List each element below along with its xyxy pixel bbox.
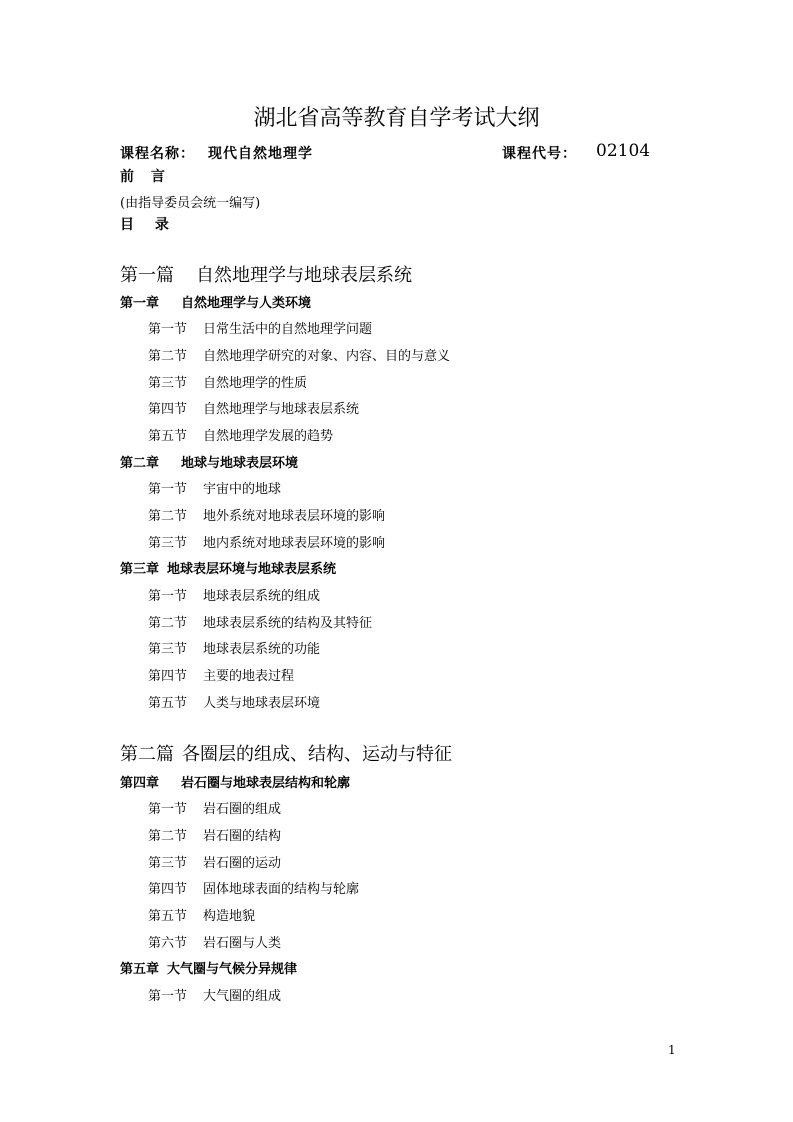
chapter-number: 第四章	[120, 776, 160, 791]
course-code-label: 课程代号：	[502, 146, 577, 162]
section-number: 第二节	[148, 616, 188, 631]
section-title: 构造地貌	[203, 909, 256, 924]
section-title: 岩石圈的运动	[203, 856, 282, 871]
section-title: 固体地球表面的结构与轮廓	[203, 882, 360, 897]
section-number: 第三节	[148, 376, 188, 391]
toc-section	[148, 612, 372, 631]
toc-section	[148, 372, 307, 391]
toc-section	[148, 318, 372, 337]
section-title: 日常生活中的自然地理学问题	[203, 322, 373, 337]
toc-chapter	[120, 558, 336, 577]
toc-section	[148, 425, 333, 444]
chapter-number: 第五章	[120, 962, 160, 977]
course-name-label: 课程名称：	[120, 146, 195, 162]
section-title: 岩石圈与人类	[203, 936, 282, 951]
section-title: 宇宙中的地球	[203, 482, 282, 497]
toc-section	[148, 852, 281, 871]
section-title: 地球表层系统的结构及其特征	[203, 616, 373, 631]
section-number: 第一节	[148, 482, 188, 497]
section-title: 地外系统对地球表层环境的影响	[203, 509, 386, 524]
section-title: 岩石圈的组成	[203, 802, 282, 817]
section-number: 第四节	[148, 669, 188, 684]
part-number: 第一篇	[120, 265, 174, 286]
toc-chapter	[120, 452, 298, 471]
section-number: 第五节	[148, 909, 188, 924]
section-title: 地内系统对地球表层环境的影响	[203, 536, 386, 551]
part-number: 第二篇	[120, 744, 174, 765]
preface-heading: 前 言	[120, 169, 171, 185]
chapter-title: 地球与地球表层环境	[181, 456, 299, 471]
toc-section	[148, 665, 294, 684]
toc-section	[148, 878, 359, 897]
toc-part-heading	[120, 261, 412, 287]
chapter-number: 第三章	[120, 562, 160, 577]
section-number: 第一节	[148, 802, 188, 817]
chapter-number: 第二章	[120, 456, 160, 471]
section-number: 第二节	[148, 509, 188, 524]
section-number: 第四节	[148, 402, 188, 417]
toc-section	[148, 932, 281, 951]
toc-chapter	[120, 958, 297, 977]
toc-section	[148, 638, 320, 657]
toc-section	[148, 345, 450, 364]
page-number: 1	[668, 1043, 676, 1057]
section-number: 第一节	[148, 589, 188, 604]
section-title: 人类与地球表层环境	[203, 696, 321, 711]
section-number: 第三节	[148, 856, 188, 871]
toc-section	[148, 585, 320, 604]
toc-part-heading	[120, 740, 452, 766]
toc-section	[148, 905, 255, 924]
section-title: 地球表层系统的组成	[203, 589, 321, 604]
toc-section	[148, 478, 281, 497]
toc-section	[148, 532, 385, 551]
section-number: 第三节	[148, 642, 188, 657]
document-title: 湖北省高等教育自学考试大纲	[253, 106, 540, 131]
chapter-title: 岩石圈与地球表层结构和轮廓	[181, 776, 351, 791]
section-title: 自然地理学发展的趋势	[203, 429, 334, 444]
section-title: 地球表层系统的功能	[203, 642, 321, 657]
section-number: 第二节	[148, 349, 188, 364]
section-number: 第三节	[148, 536, 188, 551]
toc-heading: 目 录	[120, 217, 177, 233]
chapter-title: 大气圈与气候分异规律	[167, 962, 298, 977]
chapter-title: 地球表层环境与地球表层系统	[167, 562, 337, 577]
chapter-number: 第一章	[120, 296, 160, 311]
section-number: 第五节	[148, 429, 188, 444]
toc-section	[148, 825, 281, 844]
section-number: 第五节	[148, 696, 188, 711]
section-number: 第二节	[148, 829, 188, 844]
course-name: 现代自然地理学	[208, 146, 313, 162]
section-number: 第一节	[148, 322, 188, 337]
section-title: 自然地理学的性质	[203, 376, 308, 391]
section-title: 自然地理学与地球表层系统	[203, 402, 360, 417]
section-title: 主要的地表过程	[203, 669, 295, 684]
toc-section	[148, 985, 281, 1004]
section-number: 第四节	[148, 882, 188, 897]
part-title: 自然地理学与地球表层系统	[196, 265, 412, 286]
course-code: 02104	[596, 141, 651, 161]
part-title: 各圈层的组成、结构、运动与特征	[182, 744, 452, 765]
toc-section	[148, 692, 320, 711]
section-number: 第一节	[148, 989, 188, 1004]
toc-section	[148, 798, 281, 817]
toc-chapter	[120, 292, 311, 311]
toc-section	[148, 505, 385, 524]
toc-section	[148, 398, 359, 417]
section-title: 岩石圈的结构	[203, 829, 282, 844]
preface-note: (由指导委员会统一编写)	[120, 196, 261, 211]
section-title: 自然地理学研究的对象、内容、目的与意义	[203, 349, 451, 364]
section-title: 大气圈的组成	[203, 989, 282, 1004]
toc-chapter	[120, 772, 350, 791]
chapter-title: 自然地理学与人类环境	[181, 296, 312, 311]
section-number: 第六节	[148, 936, 188, 951]
